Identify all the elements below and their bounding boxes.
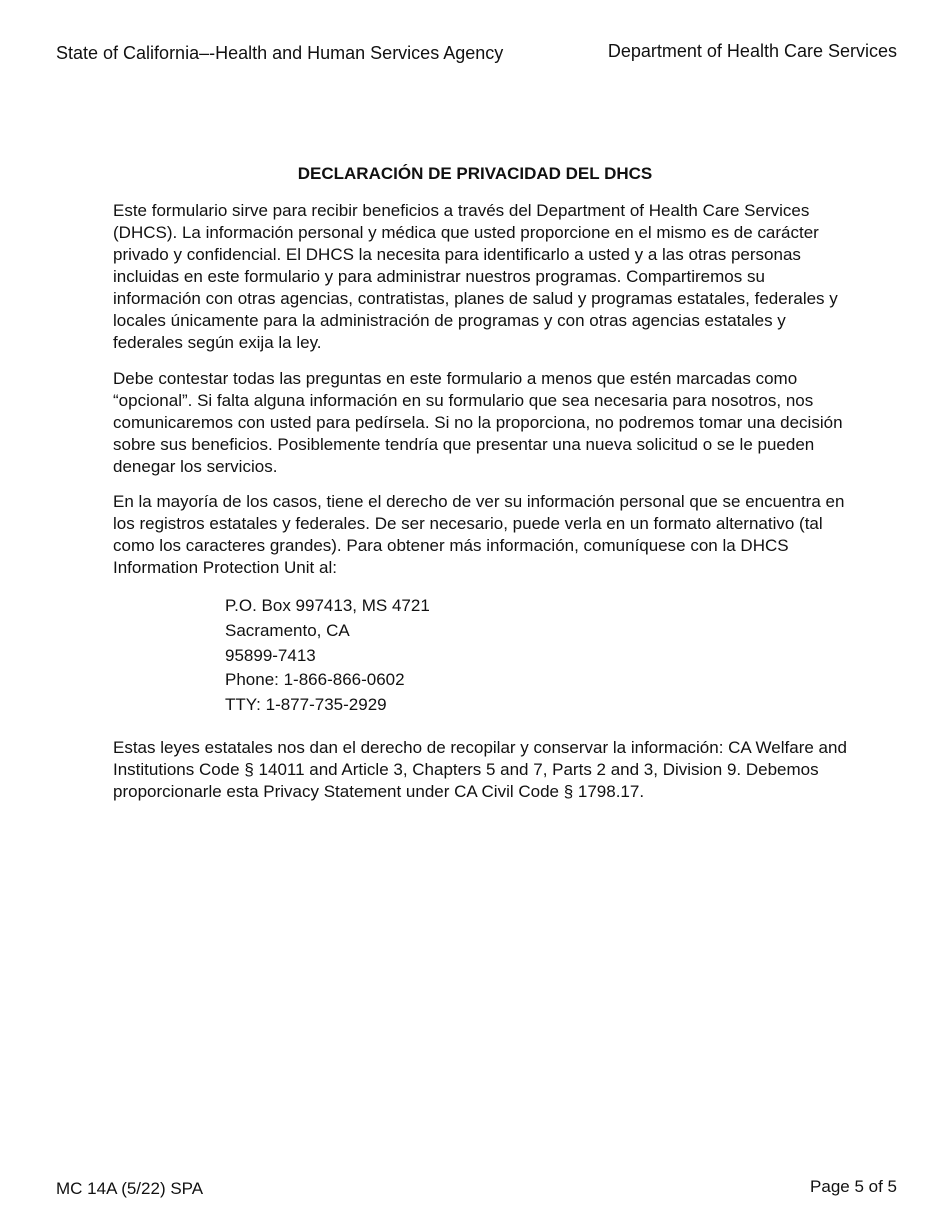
- footer-form-id: MC 14A (5/22) SPA: [56, 1179, 204, 1198]
- paragraph-access-rights: En la mayoría de los casos, tiene el derecho de ver su información personal que se encuentra en los registros estatales y federales. De ser necesario, puede verla en un formato alternativo (tal como los caracteres grandes). Para obtener más información, comuníquese con la DHCS Information Protection Unit al:: [113, 492, 845, 577]
- paragraph-legal-authority: Estas leyes estatales nos dan el derecho de recopilar y conservar la información: CA Welfare and Institutions Code § 14011 and Article 3, Chapters 5 and 7, Parts 2 and 3, Division 9. Debemos proporcionarle esta Privacy Statement under CA Civil Code § 1798.17.: [113, 738, 847, 801]
- address-po-box: P.O. Box 997413, MS 4721: [225, 596, 430, 615]
- address-phone: Phone: 1-866-866-0602: [225, 670, 405, 690]
- header-department: Department of Health Care Services: [607, 41, 897, 61]
- paragraph-required-questions: Debe contestar todas las preguntas en este formulario a menos que estén marcadas como “opcional”. Si falta alguna información en su formulario que sea necesaria para nosotros, nos comunicaremos con usted para pedírsela. Si no la proporciona, no podremos tomar una decisión sobre sus beneficios. Posiblemente tendría que presentar una nueva solicitud o se le pueden denegar los servicios.: [113, 369, 843, 476]
- paragraph-purpose: Este formulario sirve para recibir beneficios a través del Department of Health Care Services (DHCS). La información personal y médica que usted proporcione en el mismo es de carácter privado y confidencial. El DHCS la necesita para identificarlo a usted y a las otras personas incluidas en este formulario y para administrar nuestros programas. Compartiremos su información con otras agencias, contratistas, planes de salud y programas estatales, federales y locales únicamente para la administración de programas y con otras agencias estatales y federales según exija la ley.: [113, 201, 838, 352]
- page-title: DECLARACIÓN DE PRIVACIDAD DEL DHCS: [297, 164, 653, 183]
- contact-address: [225, 594, 430, 718]
- header-agency: State of California–-Health and Human Services Agency: [56, 43, 504, 63]
- footer-page-number: Page 5 of 5: [810, 1177, 897, 1196]
- address-zip: 95899-7413: [225, 645, 316, 665]
- address-tty: TTY: 1-877-735-2929: [225, 695, 387, 715]
- address-city: Sacramento, CA: [225, 620, 350, 640]
